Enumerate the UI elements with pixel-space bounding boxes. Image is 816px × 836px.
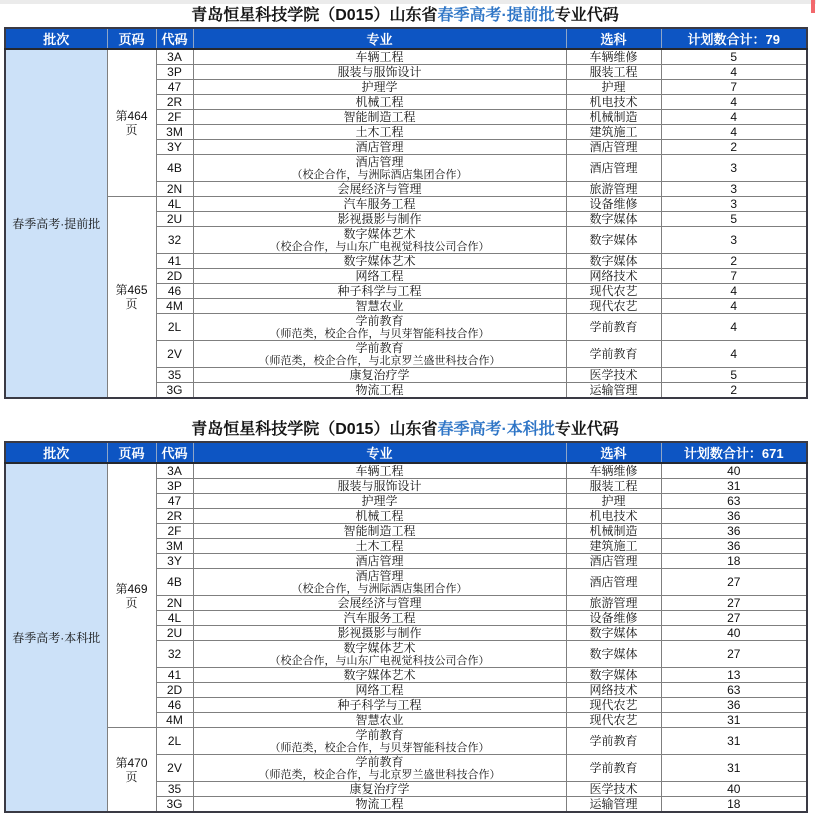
major-cell bbox=[193, 299, 566, 314]
major-name: 酒店管理 bbox=[355, 140, 404, 154]
major-name: 服装与服饰设计 bbox=[337, 479, 422, 493]
subject-cell: 学前教育 bbox=[566, 341, 661, 368]
count-cell: 36 bbox=[661, 524, 807, 539]
major-name: 数字媒体艺术 bbox=[343, 641, 416, 655]
major-cooperation-note: （校企合作，与山东广电视觉科技公司合作） bbox=[269, 655, 490, 667]
count-cell: 2 bbox=[661, 383, 807, 399]
code-cell: 3A bbox=[156, 463, 193, 479]
count-cell: 4 bbox=[661, 65, 807, 80]
subject-cell: 学前教育 bbox=[566, 755, 661, 782]
major-cell bbox=[193, 269, 566, 284]
code-cell: 47 bbox=[156, 494, 193, 509]
major-name: 智能制造工程 bbox=[343, 524, 416, 538]
table-row bbox=[5, 728, 807, 755]
major-name: 酒店管理 bbox=[355, 554, 404, 568]
count-cell: 40 bbox=[661, 782, 807, 797]
count-cell: 31 bbox=[661, 479, 807, 494]
major-name: 种子科学与工程 bbox=[337, 284, 422, 298]
count-cell: 4 bbox=[661, 284, 807, 299]
subject-cell: 服装工程 bbox=[566, 479, 661, 494]
code-cell: 2D bbox=[156, 269, 193, 284]
header-subject: 选科 bbox=[566, 442, 661, 463]
title-batch-highlight: 春季高考·提前批 bbox=[437, 7, 555, 24]
major-cell bbox=[193, 524, 566, 539]
major-cooperation-note: （师范类，校企合作，与北京罗兰盛世科技合作） bbox=[258, 769, 501, 781]
code-cell: 3Y bbox=[156, 140, 193, 155]
code-cell: 2N bbox=[156, 182, 193, 197]
subject-cell: 网络技术 bbox=[566, 269, 661, 284]
table-title bbox=[4, 5, 806, 27]
major-cell bbox=[193, 284, 566, 299]
code-cell: 4L bbox=[156, 611, 193, 626]
major-name: 物流工程 bbox=[355, 383, 404, 397]
major-name: 车辆工程 bbox=[355, 464, 404, 478]
major-name: 种子科学与工程 bbox=[337, 698, 422, 712]
major-name: 车辆工程 bbox=[355, 50, 404, 64]
major-cooperation-note: （校企合作，与洲际酒店集团合作） bbox=[291, 169, 468, 181]
major-cell bbox=[193, 80, 566, 95]
count-cell: 3 bbox=[661, 227, 807, 254]
advance-batch-table-section bbox=[4, 5, 816, 399]
code-cell: 47 bbox=[156, 80, 193, 95]
code-cell: 2N bbox=[156, 596, 193, 611]
major-cell bbox=[193, 227, 566, 254]
code-cell: 3M bbox=[156, 125, 193, 140]
header-row bbox=[5, 442, 807, 463]
code-cell: 2L bbox=[156, 314, 193, 341]
major-name: 智能制造工程 bbox=[343, 110, 416, 124]
header-batch: 批次 bbox=[5, 442, 107, 463]
subject-cell: 数字媒体 bbox=[566, 227, 661, 254]
count-cell: 4 bbox=[661, 95, 807, 110]
subject-cell: 数字媒体 bbox=[566, 641, 661, 668]
tables-gap bbox=[4, 399, 816, 419]
major-cell bbox=[193, 596, 566, 611]
header-page: 页码 bbox=[107, 442, 156, 463]
major-cell bbox=[193, 95, 566, 110]
page-cell: 第464页 bbox=[107, 49, 156, 197]
count-cell: 40 bbox=[661, 626, 807, 641]
subject-cell: 网络技术 bbox=[566, 683, 661, 698]
major-name: 网络工程 bbox=[355, 269, 404, 283]
major-cell bbox=[193, 509, 566, 524]
major-cell bbox=[193, 155, 566, 182]
major-cell bbox=[193, 368, 566, 383]
count-cell: 31 bbox=[661, 728, 807, 755]
major-cell bbox=[193, 49, 566, 65]
count-cell: 7 bbox=[661, 80, 807, 95]
code-cell: 4M bbox=[156, 713, 193, 728]
code-cell: 3G bbox=[156, 797, 193, 813]
major-cell bbox=[193, 554, 566, 569]
undergraduate-batch-table bbox=[4, 441, 808, 813]
header-major: 专业 bbox=[193, 28, 566, 49]
subject-cell: 车辆维修 bbox=[566, 463, 661, 479]
count-cell: 4 bbox=[661, 125, 807, 140]
subject-cell: 服装工程 bbox=[566, 65, 661, 80]
code-cell: 3P bbox=[156, 479, 193, 494]
subject-cell: 车辆维修 bbox=[566, 49, 661, 65]
major-name: 康复治疗学 bbox=[349, 368, 410, 382]
count-cell: 3 bbox=[661, 197, 807, 212]
header-code: 代码 bbox=[156, 28, 193, 49]
count-cell: 27 bbox=[661, 569, 807, 596]
subject-cell: 旅游管理 bbox=[566, 596, 661, 611]
code-cell: 4M bbox=[156, 299, 193, 314]
count-cell: 4 bbox=[661, 110, 807, 125]
major-name: 汽车服务工程 bbox=[343, 611, 416, 625]
major-name: 学前教育 bbox=[355, 314, 404, 328]
major-name: 机械工程 bbox=[355, 509, 404, 523]
page-cell: 第470页 bbox=[107, 728, 156, 813]
header-row bbox=[5, 28, 807, 49]
major-name: 护理学 bbox=[361, 80, 398, 94]
subject-cell: 数字媒体 bbox=[566, 626, 661, 641]
count-cell: 4 bbox=[661, 314, 807, 341]
code-cell: 4B bbox=[156, 569, 193, 596]
major-name: 数字媒体艺术 bbox=[343, 254, 416, 268]
title-suffix: 专业代码 bbox=[554, 7, 619, 24]
code-cell: 2R bbox=[156, 95, 193, 110]
major-cell bbox=[193, 254, 566, 269]
subject-cell: 机电技术 bbox=[566, 509, 661, 524]
code-cell: 41 bbox=[156, 668, 193, 683]
major-name: 护理学 bbox=[361, 494, 398, 508]
count-cell: 27 bbox=[661, 596, 807, 611]
major-name: 影视摄影与制作 bbox=[337, 212, 422, 226]
major-cooperation-note: （校企合作，与山东广电视觉科技公司合作） bbox=[269, 241, 490, 253]
code-cell: 41 bbox=[156, 254, 193, 269]
code-cell: 46 bbox=[156, 698, 193, 713]
count-cell: 13 bbox=[661, 668, 807, 683]
title-suffix: 专业代码 bbox=[554, 421, 619, 438]
title-batch-highlight: 春季高考·本科批 bbox=[437, 421, 555, 438]
major-name: 康复治疗学 bbox=[349, 782, 410, 796]
major-cell bbox=[193, 65, 566, 80]
table-title bbox=[4, 419, 806, 441]
subject-cell: 现代农艺 bbox=[566, 299, 661, 314]
code-cell: 2U bbox=[156, 212, 193, 227]
major-name: 酒店管理 bbox=[355, 569, 404, 583]
title-prefix: 青岛恒星科技学院（D015）山东省 bbox=[191, 7, 438, 24]
code-cell: 2U bbox=[156, 626, 193, 641]
page-cell: 第465页 bbox=[107, 197, 156, 399]
header-plan-total: 计划数合计：671 bbox=[661, 442, 807, 463]
code-cell: 3A bbox=[156, 49, 193, 65]
subject-cell: 酒店管理 bbox=[566, 140, 661, 155]
subject-cell: 建筑施工 bbox=[566, 539, 661, 554]
major-cell bbox=[193, 569, 566, 596]
code-cell: 35 bbox=[156, 368, 193, 383]
major-name: 会展经济与管理 bbox=[337, 182, 422, 196]
count-cell: 3 bbox=[661, 182, 807, 197]
table-row bbox=[5, 197, 807, 212]
subject-cell: 医学技术 bbox=[566, 782, 661, 797]
major-cell bbox=[193, 698, 566, 713]
subject-cell: 机电技术 bbox=[566, 95, 661, 110]
major-name: 数字媒体艺术 bbox=[343, 668, 416, 682]
major-cell bbox=[193, 479, 566, 494]
major-cell bbox=[193, 212, 566, 227]
red-corner-mark bbox=[811, 0, 815, 13]
subject-cell: 建筑施工 bbox=[566, 125, 661, 140]
count-cell: 27 bbox=[661, 641, 807, 668]
count-cell: 36 bbox=[661, 509, 807, 524]
header-code: 代码 bbox=[156, 442, 193, 463]
subject-cell: 护理 bbox=[566, 80, 661, 95]
code-cell: 2D bbox=[156, 683, 193, 698]
major-name: 学前教育 bbox=[355, 341, 404, 355]
code-cell: 2V bbox=[156, 755, 193, 782]
major-cell bbox=[193, 341, 566, 368]
count-cell: 63 bbox=[661, 494, 807, 509]
subject-cell: 酒店管理 bbox=[566, 569, 661, 596]
major-name: 土木工程 bbox=[355, 125, 404, 139]
code-cell: 46 bbox=[156, 284, 193, 299]
major-cell bbox=[193, 463, 566, 479]
major-cell bbox=[193, 611, 566, 626]
count-cell: 18 bbox=[661, 554, 807, 569]
subject-cell: 数字媒体 bbox=[566, 254, 661, 269]
subject-cell: 护理 bbox=[566, 494, 661, 509]
code-cell: 2F bbox=[156, 524, 193, 539]
major-name: 酒店管理 bbox=[355, 155, 404, 169]
subject-cell: 机械制造 bbox=[566, 524, 661, 539]
count-cell: 3 bbox=[661, 155, 807, 182]
subject-cell: 设备维修 bbox=[566, 197, 661, 212]
major-name: 物流工程 bbox=[355, 797, 404, 811]
count-cell: 18 bbox=[661, 797, 807, 813]
major-name: 机械工程 bbox=[355, 95, 404, 109]
header-major: 专业 bbox=[193, 442, 566, 463]
count-cell: 40 bbox=[661, 463, 807, 479]
code-cell: 4B bbox=[156, 155, 193, 182]
major-name: 会展经济与管理 bbox=[337, 596, 422, 610]
code-cell: 2F bbox=[156, 110, 193, 125]
major-name: 学前教育 bbox=[355, 728, 404, 742]
major-name: 学前教育 bbox=[355, 755, 404, 769]
header-subject: 选科 bbox=[566, 28, 661, 49]
count-cell: 4 bbox=[661, 341, 807, 368]
major-cell bbox=[193, 626, 566, 641]
major-cooperation-note: （校企合作，与洲际酒店集团合作） bbox=[291, 583, 468, 595]
major-cell bbox=[193, 182, 566, 197]
count-cell: 2 bbox=[661, 140, 807, 155]
batch-cell: 春季高考·本科批 bbox=[5, 463, 107, 812]
major-name: 汽车服务工程 bbox=[343, 197, 416, 211]
major-cell bbox=[193, 713, 566, 728]
table-row bbox=[5, 49, 807, 65]
count-cell: 63 bbox=[661, 683, 807, 698]
count-cell: 36 bbox=[661, 698, 807, 713]
major-name: 土木工程 bbox=[355, 539, 404, 553]
subject-cell: 现代农艺 bbox=[566, 284, 661, 299]
header-batch: 批次 bbox=[5, 28, 107, 49]
major-cell bbox=[193, 539, 566, 554]
major-name: 智慧农业 bbox=[355, 299, 404, 313]
subject-cell: 设备维修 bbox=[566, 611, 661, 626]
code-cell: 32 bbox=[156, 641, 193, 668]
code-cell: 4L bbox=[156, 197, 193, 212]
code-cell: 2L bbox=[156, 728, 193, 755]
code-cell: 3Y bbox=[156, 554, 193, 569]
code-cell: 32 bbox=[156, 227, 193, 254]
subject-cell: 现代农艺 bbox=[566, 698, 661, 713]
count-cell: 7 bbox=[661, 269, 807, 284]
advance-batch-table bbox=[4, 27, 808, 399]
header-page: 页码 bbox=[107, 28, 156, 49]
batch-cell: 春季高考·提前批 bbox=[5, 49, 107, 398]
major-cell bbox=[193, 668, 566, 683]
major-name: 数字媒体艺术 bbox=[343, 227, 416, 241]
count-cell: 27 bbox=[661, 611, 807, 626]
major-cooperation-note: （师范类，校企合作，与北京罗兰盛世科技合作） bbox=[258, 355, 501, 367]
header-plan-total: 计划数合计：79 bbox=[661, 28, 807, 49]
major-cell bbox=[193, 755, 566, 782]
major-name: 服装与服饰设计 bbox=[337, 65, 422, 79]
table-row bbox=[5, 463, 807, 479]
major-cell bbox=[193, 683, 566, 698]
subject-cell: 医学技术 bbox=[566, 368, 661, 383]
code-cell: 2R bbox=[156, 509, 193, 524]
major-cell bbox=[193, 782, 566, 797]
subject-cell: 酒店管理 bbox=[566, 155, 661, 182]
major-cell bbox=[193, 125, 566, 140]
major-name: 智慧农业 bbox=[355, 713, 404, 727]
subject-cell: 现代农艺 bbox=[566, 713, 661, 728]
major-cooperation-note: （师范类，校企合作，与贝芽智能科技合作） bbox=[269, 742, 490, 754]
count-cell: 31 bbox=[661, 755, 807, 782]
major-cell bbox=[193, 110, 566, 125]
subject-cell: 旅游管理 bbox=[566, 182, 661, 197]
major-cell bbox=[193, 383, 566, 399]
subject-cell: 运输管理 bbox=[566, 797, 661, 813]
code-cell: 3G bbox=[156, 383, 193, 399]
code-cell: 3M bbox=[156, 539, 193, 554]
subject-cell: 运输管理 bbox=[566, 383, 661, 399]
count-cell: 2 bbox=[661, 254, 807, 269]
subject-cell: 学前教育 bbox=[566, 728, 661, 755]
subject-cell: 学前教育 bbox=[566, 314, 661, 341]
major-name: 网络工程 bbox=[355, 683, 404, 697]
code-cell: 35 bbox=[156, 782, 193, 797]
subject-cell: 机械制造 bbox=[566, 110, 661, 125]
count-cell: 4 bbox=[661, 299, 807, 314]
sheet-top-gridline bbox=[0, 0, 816, 4]
code-cell: 2V bbox=[156, 341, 193, 368]
major-cell bbox=[193, 797, 566, 813]
major-name: 影视摄影与制作 bbox=[337, 626, 422, 640]
major-cooperation-note: （师范类，校企合作，与贝芽智能科技合作） bbox=[269, 328, 490, 340]
major-cell bbox=[193, 494, 566, 509]
major-cell bbox=[193, 728, 566, 755]
subject-cell: 数字媒体 bbox=[566, 668, 661, 683]
subject-cell: 数字媒体 bbox=[566, 212, 661, 227]
code-cell: 3P bbox=[156, 65, 193, 80]
major-cell bbox=[193, 140, 566, 155]
major-cell bbox=[193, 641, 566, 668]
count-cell: 5 bbox=[661, 49, 807, 65]
page-cell: 第469页 bbox=[107, 463, 156, 728]
subject-cell: 酒店管理 bbox=[566, 554, 661, 569]
count-cell: 5 bbox=[661, 212, 807, 227]
title-prefix: 青岛恒星科技学院（D015）山东省 bbox=[191, 421, 438, 438]
count-cell: 5 bbox=[661, 368, 807, 383]
major-cell bbox=[193, 314, 566, 341]
undergraduate-batch-table-section bbox=[4, 419, 816, 813]
count-cell: 31 bbox=[661, 713, 807, 728]
major-cell bbox=[193, 197, 566, 212]
count-cell: 36 bbox=[661, 539, 807, 554]
